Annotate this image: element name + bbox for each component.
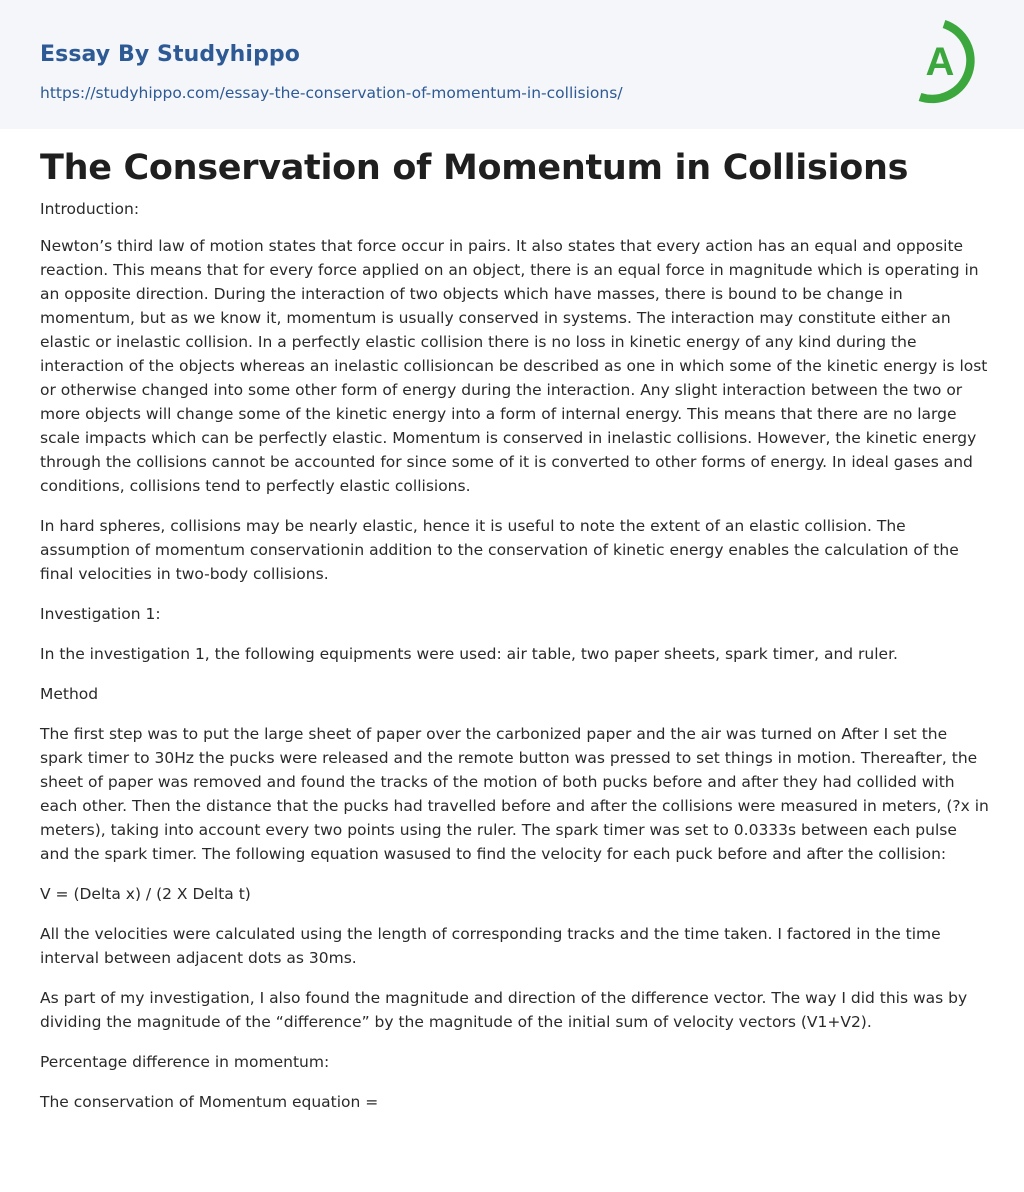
paragraph-conservation-equation: The conservation of Momentum equation = [40, 1093, 379, 1111]
site-header [0, 0, 1024, 129]
paragraph-newtons-third-law: Newton’s third law of motion states that force occur in pairs. It also states that every action has an equal and opposite reaction. This means that for every force applied on an object, there is an equal force in magnitude which is operating in an opposite direction. During the interaction of two objects which have masses, there is bound to be change in momentum, but as we know it, momentum is usually conserved in systems. The interaction may constitute either an elastic or inelastic collision. In a perfectly elastic collision there is no loss in kinetic energy of any kind during the interaction of the objects whereas an inelastic collisioncan be described as one in which some of the kinetic energy is lost or otherwise changed into some other form of energy during the interaction. Any slight interaction between the two or more objects will change some of the kinetic energy into a form of internal energy. This means that there are no large scale impacts which can be perfectly elastic. Momentum is conserved in inelastic collisions. However, the kinetic energy through the collisions cannot be accounted for since some of it is converted to other forms of energy. In ideal gases and conditions, collisions tend to perfectly elastic collisions. [40, 237, 988, 495]
paragraph-percentage-difference: Percentage difference in momentum: [40, 1053, 330, 1071]
paragraph-velocity-equation: V = (Delta x) / (2 X Delta t) [40, 885, 251, 903]
paragraph-velocities-calculated: All the velocities were calculated using the length of corresponding tracks and the time taken. I factored in the time interval between adjacent dots as 30ms. [40, 925, 941, 967]
logo-letter: A [925, 40, 955, 84]
source-url-link[interactable]: https://studyhippo.com/essay-the-conservation-of-momentum-in-collisions/ [40, 84, 623, 102]
article-title: The Conservation of Momentum in Collisions [40, 148, 909, 188]
article-body [40, 140, 990, 1130]
paragraph-hard-spheres: In hard spheres, collisions may be nearly elastic, hence it is useful to note the extent of an elastic collision. The assumption of momentum conservationin addition to the conservation of kinetic energy enables the calculation of the final velocities in two-body collisions. [40, 517, 959, 583]
paragraph-difference-vector: As part of my investigation, I also found the magnitude and direction of the difference vector. The way I did this was by dividing the magnitude of the “difference” by the magnitude of the initial sum of velocity vectors (V1+V2). [40, 989, 968, 1031]
paragraph-equipment: In the investigation 1, the following equipments were used: air table, two paper sheets, spark timer, and ruler. [40, 645, 898, 663]
paragraph-introduction-heading: Introduction: [40, 200, 140, 218]
studyhippo-logo-icon[interactable] [912, 19, 988, 105]
paragraph-investigation-heading: Investigation 1: [40, 605, 161, 623]
paragraph-method: The first step was to put the large sheet of paper over the carbonized paper and the air was turned on After I set the spark timer to 30Hz the pucks were released and the remote button was pressed to set things in motion. Thereafter, the sheet of paper was removed and found the tracks of the motion of both pucks before and after they had collided with each other. Then the distance that the pucks had travelled before and after the collisions were measured in meters, (?x in meters), taking into account every two points using the ruler. The spark timer was set to 0.0333s between each pulse and the spark timer. The following equation wasused to find the velocity for each puck before and after the collision: [40, 725, 989, 863]
paragraph-method-heading: Method [40, 685, 99, 703]
brand-title[interactable]: Essay By Studyhippo [40, 42, 300, 67]
